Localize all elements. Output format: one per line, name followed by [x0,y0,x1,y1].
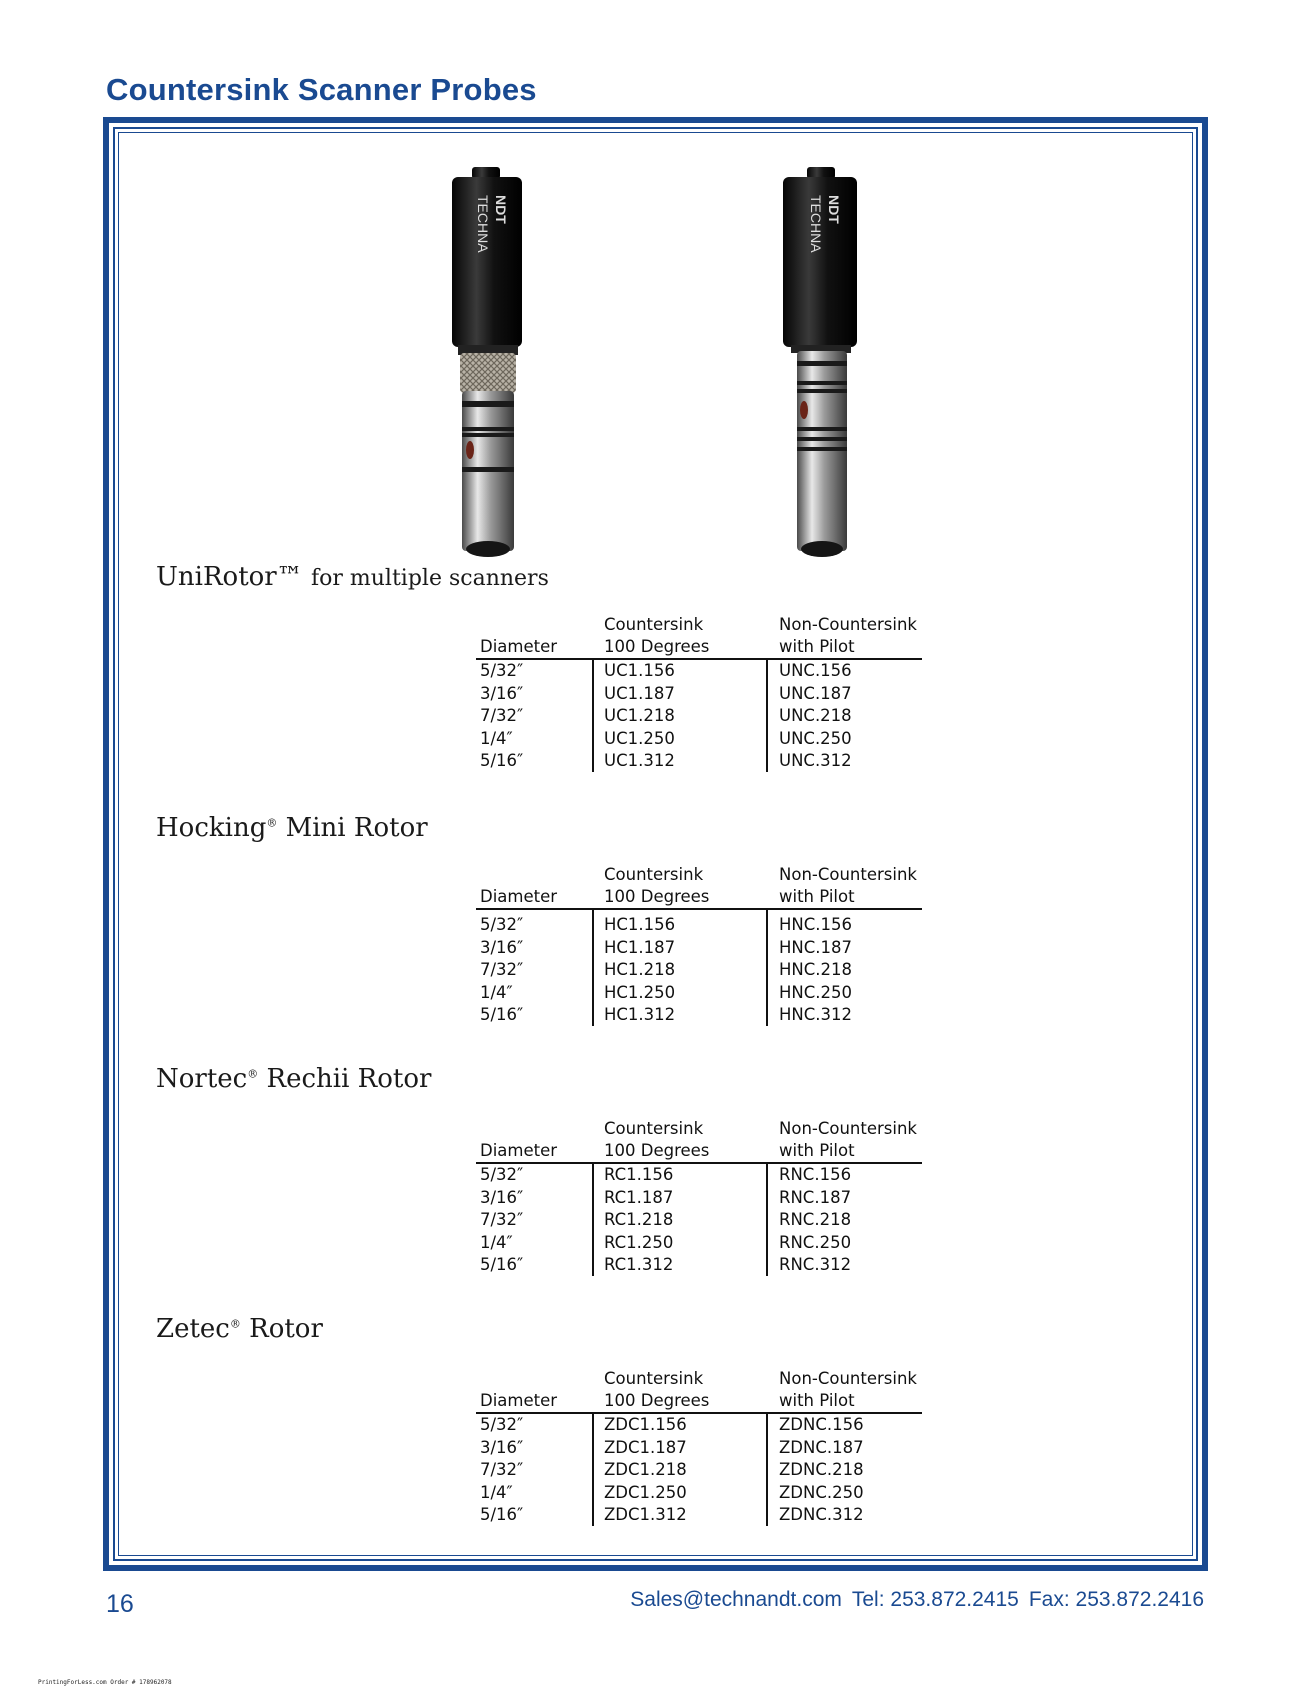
cell-noncountersink: UNC.250 [779,728,852,748]
table-body [476,660,922,773]
cell-diameter: 3/16″ [480,937,524,957]
cell-countersink: RC1.156 [604,1165,674,1184]
section-title-rest: Rechii Rotor [258,1064,432,1094]
cell-diameter: 5/16″ [480,751,524,770]
cell-noncountersink: ZDNC.187 [779,1437,864,1457]
cell-noncountersink: UNC.187 [779,683,852,703]
table-body [476,910,922,1027]
table-row [476,750,922,773]
table-row [476,1459,922,1482]
cell-diameter: 5/16″ [480,1505,524,1524]
registered-mark: ® [247,1067,259,1081]
cell-noncountersink: ZDNC.156 [779,1415,864,1434]
table-row [476,1437,922,1460]
cell-diameter: 1/4″ [480,1232,513,1252]
table-row [476,1209,922,1232]
cell-diameter: 7/32″ [480,1210,524,1229]
svg-text:TECHNA: TECHNA [808,195,824,253]
section-title-rest: Rotor [240,1314,323,1344]
probe-image-enc1250 [775,165,875,560]
footer-email[interactable]: Sales@technandt.com [630,1588,842,1611]
cell-countersink: RC1.187 [604,1187,674,1207]
table-row [476,1187,922,1210]
svg-text:NDT: NDT [826,195,842,224]
section-title-text: Nortec [156,1064,248,1094]
header-noncountersink-line2: with Pilot [779,1391,855,1410]
footer-fax: Fax: 253.872.2416 [1028,1588,1204,1611]
cell-noncountersink: ZDNC.218 [779,1460,864,1479]
cell-noncountersink: RNC.312 [779,1255,852,1274]
section-title-hocking [156,813,428,843]
table-header [476,1116,922,1164]
header-noncountersink-line1: Non-Countersink [779,1369,917,1388]
cell-countersink: ZDC1.250 [604,1482,687,1502]
table-row [476,1504,922,1527]
header-countersink-line2: 100 Degrees [604,1391,710,1410]
section-title-nortec [156,1064,431,1094]
cell-noncountersink: HNC.156 [779,915,853,934]
table-row [476,1254,922,1277]
cell-diameter: 7/32″ [480,706,524,725]
cell-diameter: 3/16″ [480,683,524,703]
table-row [476,683,922,706]
cell-noncountersink: ZDNC.312 [779,1505,864,1524]
probe-table-nortec [476,1116,922,1277]
header-countersink-line2: 100 Degrees [604,1141,710,1160]
cell-diameter: 5/32″ [480,1165,524,1184]
cell-countersink: HC1.218 [604,960,676,979]
svg-text:TECHNA: TECHNA [475,195,491,253]
cell-countersink: UC1.218 [604,706,675,725]
cell-noncountersink: UNC.156 [779,661,852,680]
cell-countersink: HC1.312 [604,1005,676,1024]
probe-image-uc1250 [440,165,540,560]
cell-diameter: 1/4″ [480,728,513,748]
cell-noncountersink: HNC.312 [779,1005,853,1024]
cell-diameter: 7/32″ [480,1460,524,1479]
section-subtitle: for multiple scanners [311,566,549,591]
table-row [476,1164,922,1187]
table-row [476,728,922,751]
table-header [476,1366,922,1414]
section-title-rest: Mini Rotor [277,813,428,843]
header-diameter: Diameter [480,887,558,906]
table-header [476,612,922,660]
table-row [476,959,922,982]
probe-table-unirotor [476,612,922,773]
section-title-text: UniRotor™ [156,562,303,592]
table-row [476,1482,922,1505]
cell-diameter: 5/32″ [480,1415,524,1434]
cell-noncountersink: RNC.187 [779,1187,852,1207]
cell-countersink: HC1.156 [604,915,676,934]
header-diameter: Diameter [480,1141,558,1160]
cell-countersink: HC1.250 [604,982,676,1002]
header-noncountersink-line1: Non-Countersink [779,865,917,884]
header-countersink-line1: Countersink [604,1119,704,1138]
registered-mark: ® [266,816,278,830]
table-body [476,1414,922,1527]
cell-diameter: 1/4″ [480,1482,513,1502]
cell-countersink: RC1.312 [604,1255,674,1274]
table-row [476,1232,922,1255]
print-order-note: PrintingForLess.com Order # 178962078 [38,1679,172,1686]
cell-diameter: 5/32″ [480,915,524,934]
cell-countersink: UC1.312 [604,751,675,770]
cell-noncountersink: HNC.250 [779,982,853,1002]
header-noncountersink-line2: with Pilot [779,1141,855,1160]
cell-diameter: 5/32″ [480,661,524,680]
cell-noncountersink: RNC.156 [779,1165,852,1184]
section-title-text: Zetec [156,1314,230,1344]
cell-countersink: UC1.187 [604,683,675,703]
page-title: Countersink Scanner Probes [106,72,537,107]
cell-countersink: UC1.250 [604,728,675,748]
table-row [476,660,922,683]
header-countersink-line1: Countersink [604,865,704,884]
header-noncountersink-line2: with Pilot [779,887,855,906]
table-row [476,914,922,937]
section-title-unirotor [156,562,549,592]
cell-countersink: HC1.187 [604,937,676,957]
table-row [476,937,922,960]
cell-noncountersink: RNC.218 [779,1210,852,1229]
header-noncountersink-line1: Non-Countersink [779,1119,917,1138]
cell-diameter: 3/16″ [480,1437,524,1457]
footer-tel: Tel: 253.872.2415 [851,1588,1019,1611]
cell-noncountersink: HNC.218 [779,960,853,979]
cell-diameter: 5/16″ [480,1255,524,1274]
svg-text:NDT: NDT [493,195,509,224]
cell-countersink: ZDC1.187 [604,1437,687,1457]
header-countersink-line1: Countersink [604,615,704,634]
section-title-text: Hocking [156,813,267,843]
table-row [476,982,922,1005]
cell-countersink: RC1.250 [604,1232,674,1252]
table-body [476,1164,922,1277]
registered-mark: ® [229,1317,241,1331]
header-countersink-line2: 100 Degrees [604,637,710,656]
cell-noncountersink: UNC.312 [779,751,852,770]
table-row [476,705,922,728]
cell-countersink: ZDC1.218 [604,1460,687,1479]
cell-noncountersink: HNC.187 [779,937,853,957]
header-countersink-line1: Countersink [604,1369,704,1388]
header-countersink-line2: 100 Degrees [604,887,710,906]
table-header [476,862,922,910]
cell-diameter: 7/32″ [480,960,524,979]
section-title-zetec [156,1314,323,1344]
page-number: 16 [106,1590,134,1618]
cell-noncountersink: RNC.250 [779,1232,852,1252]
cell-countersink: ZDC1.312 [604,1505,687,1524]
cell-diameter: 5/16″ [480,1005,524,1024]
header-noncountersink-line2: with Pilot [779,637,855,656]
probe-table-zetec [476,1366,922,1527]
cell-countersink: ZDC1.156 [604,1415,687,1434]
cell-diameter: 3/16″ [480,1187,524,1207]
cell-noncountersink: UNC.218 [779,706,852,725]
table-row [476,1004,922,1027]
header-diameter: Diameter [480,1391,558,1410]
header-diameter: Diameter [480,637,558,656]
cell-diameter: 1/4″ [480,982,513,1002]
cell-countersink: UC1.156 [604,661,675,680]
probe-table-hocking [476,862,922,1027]
cell-countersink: RC1.218 [604,1210,674,1229]
cell-noncountersink: ZDNC.250 [779,1482,864,1502]
footer-contact [620,1588,1204,1612]
table-row [476,1414,922,1437]
header-noncountersink-line1: Non-Countersink [779,615,917,634]
